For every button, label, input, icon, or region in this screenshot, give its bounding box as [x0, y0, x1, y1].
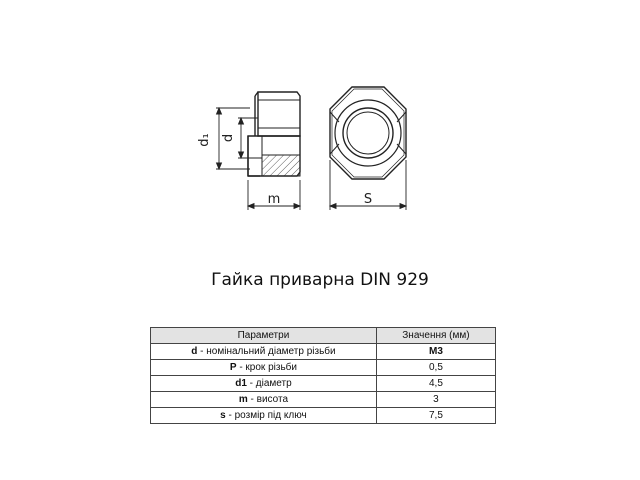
- value-cell: M3: [376, 344, 495, 360]
- table-row: [151, 376, 496, 392]
- s-label: S: [363, 192, 373, 207]
- front-view: [330, 87, 406, 179]
- table-row: [151, 408, 496, 424]
- param-symbol: s: [220, 409, 226, 421]
- value-cell: 3: [376, 392, 495, 408]
- param-symbol: m: [238, 393, 248, 405]
- value-cell: 7,5: [376, 408, 495, 424]
- param-description: - розмір під ключ: [225, 409, 307, 421]
- param-description: - висота: [247, 393, 289, 405]
- d-label: d: [221, 133, 236, 143]
- param-symbol: d: [191, 345, 198, 357]
- value-cell: 0,5: [376, 360, 495, 376]
- param-cell: [151, 376, 377, 392]
- table-header-row: [151, 328, 496, 344]
- param-symbol: d1: [235, 377, 247, 389]
- table-row: [151, 392, 496, 408]
- header-parameters: Параметри: [151, 328, 377, 344]
- param-description: - діаметр: [246, 377, 292, 389]
- param-cell: [151, 344, 377, 360]
- param-cell: [151, 360, 377, 376]
- table-row: [151, 360, 496, 376]
- param-symbol: P: [229, 361, 237, 373]
- header-values: Значення (мм): [376, 328, 495, 344]
- d1-label: d₁: [197, 133, 212, 147]
- value-cell: 4,5: [376, 376, 495, 392]
- table-row: [151, 344, 496, 360]
- side-view: [248, 92, 300, 176]
- page-title: Гайка приварна DIN 929: [211, 270, 429, 290]
- spec-table: [150, 327, 496, 424]
- param-description: - крок різьби: [236, 361, 297, 373]
- param-description: - номінальний діаметр різьби: [197, 345, 336, 357]
- param-cell: [151, 408, 377, 424]
- m-label: m: [267, 192, 281, 207]
- param-cell: [151, 392, 377, 408]
